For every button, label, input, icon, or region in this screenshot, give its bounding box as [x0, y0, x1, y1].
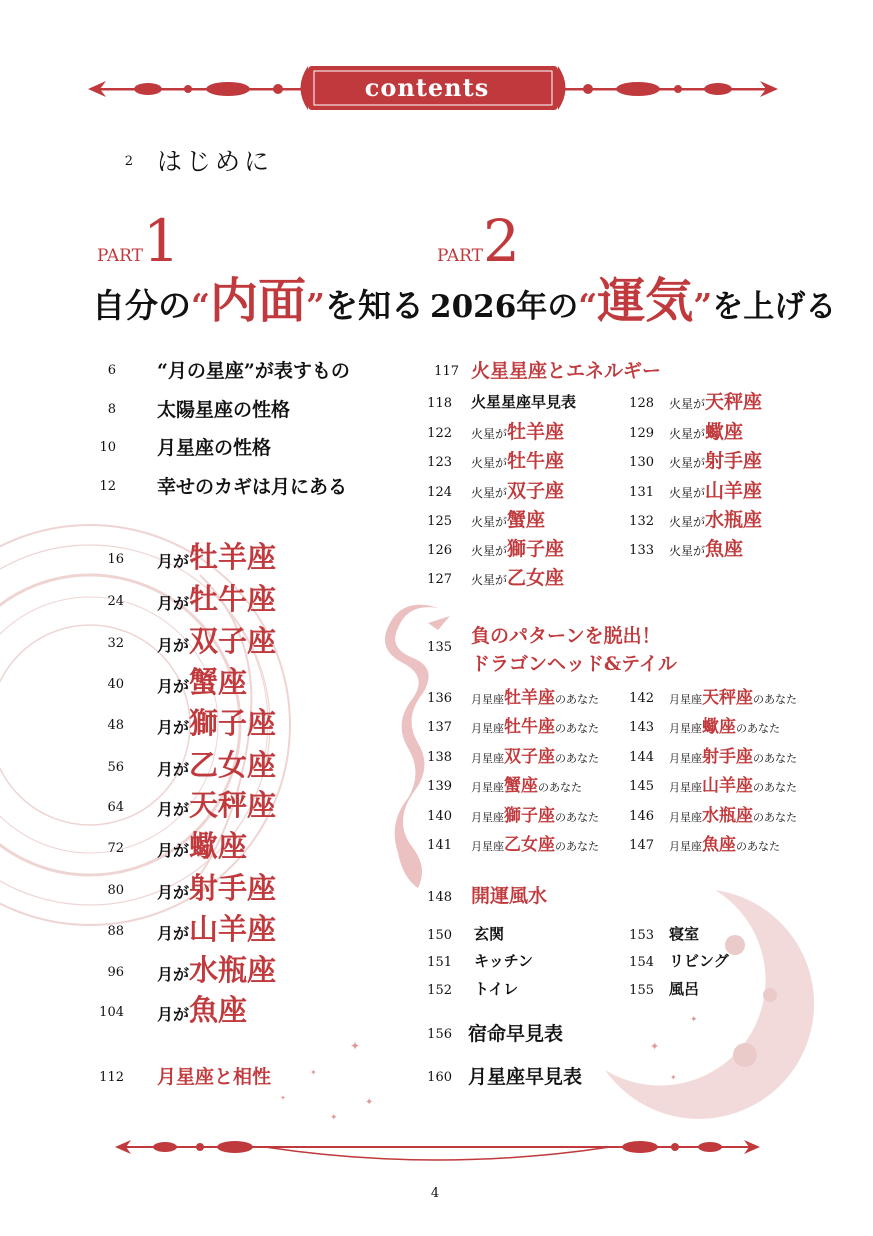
mars-prefix: 火星が — [669, 427, 706, 441]
dragon-suffix: のあなた — [753, 811, 797, 824]
dragon-prefix: 月星座 — [471, 781, 504, 794]
dragon-suffix: のあなた — [736, 722, 780, 735]
dragon-sign-name: 牡牛座 — [504, 717, 555, 737]
part1-word: PART — [97, 246, 143, 266]
entry-page-number: 135 — [427, 640, 452, 655]
moon-prefix: 月が — [157, 718, 190, 737]
entry-page-number: 40 — [107, 677, 124, 692]
part2-word: PART — [437, 246, 483, 266]
dragon-prefix: 月星座 — [471, 840, 504, 853]
entry-page-number: 129 — [629, 426, 654, 441]
dragon-sign-name: 牡羊座 — [504, 688, 555, 708]
mars-heading: 火星星座とエネルギー — [471, 360, 662, 382]
svg-text:✦: ✦ — [690, 1015, 698, 1025]
mars-sign-name: 射手座 — [705, 450, 763, 472]
part1-title — [92, 262, 424, 331]
entry-page-number: 139 — [427, 779, 452, 794]
moon-sign-name: 乙女座 — [189, 748, 277, 782]
dragon-suffix: のあなた — [736, 840, 780, 853]
mars-sign-name: 蟹座 — [507, 509, 546, 531]
entry-page-number: 117 — [434, 364, 459, 379]
dragon-suffix: のあなた — [753, 693, 797, 706]
moon-prefix: 月が — [157, 552, 190, 571]
entry-page-number: 153 — [629, 928, 654, 943]
entry-label: 太陽星座の性格 — [157, 399, 291, 421]
moon-sign-name: 牡牛座 — [189, 582, 277, 616]
moon-prefix: 月が — [157, 760, 190, 779]
entry-page-number: 32 — [107, 636, 124, 651]
dragon-prefix: 月星座 — [471, 811, 504, 824]
entry-page-number: 156 — [427, 1027, 452, 1042]
entry-page-number: 131 — [629, 485, 654, 500]
dragon-suffix: のあなた — [555, 752, 599, 765]
mars-sign-name: 水瓶座 — [705, 509, 763, 531]
moon-sign-name: 獅子座 — [189, 706, 277, 740]
dragon-heading-line2: ドラゴンヘッド&テイル — [471, 653, 677, 675]
moon-sign-name: 双子座 — [189, 624, 277, 658]
entry-page-number: 124 — [427, 485, 452, 500]
fengshui-label: 玄関 — [474, 925, 505, 943]
moon-sign-name: 天秤座 — [189, 788, 277, 822]
mars-prefix: 火星が — [471, 427, 508, 441]
dragon-suffix: のあなた — [555, 811, 599, 824]
entry-page-number: 122 — [427, 426, 452, 441]
entry-page-number: 64 — [107, 800, 124, 815]
entry-label: “月の星座”が表すもの — [157, 360, 350, 382]
part2-digit: 2 — [483, 207, 520, 275]
entry-page-number: 72 — [107, 841, 124, 856]
moon-prefix: 月が — [157, 677, 190, 696]
entry-page-number: 147 — [629, 838, 654, 853]
intro-page-number: 2 — [124, 154, 133, 169]
moon-sign-name: 山羊座 — [189, 912, 277, 946]
dragon-sign-name: 山羊座 — [702, 776, 753, 796]
entry-page-number: 154 — [629, 955, 654, 970]
dragon-sign-name: 天秤座 — [702, 688, 753, 708]
entry-page-number: 88 — [107, 924, 124, 939]
mars-prefix: 火星が — [471, 573, 508, 587]
mars-sign-name: 蠍座 — [705, 421, 744, 443]
dragon-sign-name: 水瓶座 — [702, 806, 753, 826]
entry-page-number: 148 — [427, 890, 452, 905]
entry-page-number: 143 — [629, 720, 654, 735]
entry-page-number: 141 — [427, 838, 452, 853]
moon-table-label: 月星座早見表 — [468, 1066, 583, 1088]
dragon-prefix: 月星座 — [669, 752, 702, 765]
entry-page-number: 128 — [629, 396, 654, 411]
part1-title-keyword: 内面 — [209, 273, 306, 329]
part2-title-pre: 2026年の — [430, 289, 579, 325]
moon-prefix: 月が — [157, 594, 190, 613]
entry-page-number: 80 — [107, 883, 124, 898]
dragon-sign-name: 獅子座 — [504, 806, 555, 826]
entry-page-number: 137 — [427, 720, 452, 735]
fengshui-label: キッチン — [474, 952, 533, 970]
contents-title: contents — [364, 73, 490, 102]
entry-page-number: 48 — [107, 718, 124, 733]
entry-page-number: 6 — [107, 363, 116, 378]
mars-sign-name: 牡羊座 — [507, 421, 565, 443]
svg-text:✦: ✦ — [280, 1094, 286, 1102]
entry-page-number: 125 — [427, 514, 452, 529]
mars-prefix: 火星が — [471, 544, 508, 558]
dragon-prefix: 月星座 — [669, 840, 702, 853]
mars-sign-name: 乙女座 — [507, 567, 565, 589]
entry-page-number: 155 — [629, 983, 654, 998]
entry-page-number: 138 — [427, 750, 452, 765]
entry-page-number: 152 — [427, 983, 452, 998]
moon-sign-name: 射手座 — [189, 871, 277, 905]
svg-text:✦: ✦ — [330, 1113, 338, 1123]
dragon-prefix: 月星座 — [669, 781, 702, 794]
moon-prefix: 月が — [157, 636, 190, 655]
mars-prefix: 火星が — [669, 397, 706, 411]
part2-quote-open: “ — [578, 286, 598, 325]
entry-page-number: 127 — [427, 572, 452, 587]
mars-sign-name: 獅子座 — [507, 538, 565, 560]
moon-sign-name: 水瓶座 — [189, 953, 277, 987]
moon-sign-name: 蠍座 — [189, 829, 248, 863]
dragon-sign-name: 双子座 — [504, 747, 555, 767]
part1-quote-open: “ — [191, 286, 210, 325]
mars-prefix: 火星が — [669, 456, 706, 470]
dragon-suffix: のあなた — [555, 840, 599, 853]
entry-page-number: 145 — [629, 779, 654, 794]
entry-page-number: 130 — [629, 455, 654, 470]
moon-sign-name: 蟹座 — [189, 665, 248, 699]
fengshui-label: トイレ — [474, 980, 519, 998]
moon-prefix: 月が — [157, 924, 190, 943]
entry-page-number: 136 — [427, 691, 452, 706]
dragon-sign-name: 魚座 — [702, 835, 736, 855]
svg-text:✦: ✦ — [650, 1040, 660, 1053]
fengshui-label: リビング — [669, 952, 729, 970]
page-number: 4 — [430, 1186, 440, 1201]
part1-digit: 1 — [143, 207, 180, 275]
entry-page-number: 56 — [107, 760, 124, 775]
dragon-suffix: のあなた — [538, 781, 582, 794]
fengshui-label: 風呂 — [669, 980, 700, 998]
entry-page-number: 8 — [107, 402, 116, 417]
svg-text:✦: ✦ — [310, 1068, 317, 1077]
svg-text:✦: ✦ — [350, 1039, 361, 1053]
part1-title-post: を知る — [324, 286, 424, 325]
dragon-sign-name: 蠍座 — [702, 717, 736, 737]
entry-page-number: 10 — [99, 440, 116, 455]
entry-page-number: 140 — [427, 809, 452, 824]
dragon-suffix: のあなた — [753, 752, 797, 765]
mars-prefix: 火星が — [471, 515, 508, 529]
compat-label: 月星座と相性 — [157, 1066, 272, 1088]
moon-prefix: 月が — [157, 800, 190, 819]
part1-title-pre: 自分の — [92, 286, 191, 325]
dragon-prefix: 月星座 — [669, 811, 702, 824]
dragon-heading-line1: 負のパターンを脱出！ — [471, 625, 661, 647]
moon-sign-name: 牡羊座 — [189, 540, 277, 574]
entry-page-number: 144 — [629, 750, 654, 765]
destiny-label: 宿命早見表 — [468, 1023, 564, 1045]
moon-prefix: 月が — [157, 965, 190, 984]
dragon-suffix: のあなた — [555, 722, 599, 735]
footer-ornament — [115, 1128, 760, 1168]
part2-title — [430, 262, 836, 331]
entry-page-number: 160 — [427, 1070, 452, 1085]
moon-sign-name: 魚座 — [189, 993, 248, 1027]
entry-page-number: 112 — [99, 1070, 124, 1085]
dragon-suffix: のあなた — [555, 693, 599, 706]
fengshui-heading: 開運風水 — [471, 885, 548, 907]
intro-label[interactable]: はじめに — [157, 147, 274, 176]
mars-prefix: 火星が — [471, 456, 508, 470]
dragon-prefix: 月星座 — [471, 693, 504, 706]
entry-page-number: 96 — [107, 965, 124, 980]
dragon-sign-name: 蟹座 — [504, 776, 538, 796]
entry-page-number: 123 — [427, 455, 452, 470]
dragon-prefix: 月星座 — [471, 722, 504, 735]
entry-label: 月星座の性格 — [157, 437, 272, 459]
dragon-prefix: 月星座 — [669, 722, 702, 735]
part2-quote-close: ” — [693, 286, 713, 325]
svg-text:✦: ✦ — [670, 1073, 677, 1082]
part2-title-post: を上げる — [712, 289, 837, 325]
dragon-prefix: 月星座 — [669, 693, 702, 706]
entry-page-number: 12 — [99, 479, 116, 494]
entry-label: 幸せのカギは月にある — [157, 476, 348, 498]
mars-prefix: 火星が — [669, 515, 706, 529]
mars-table-label: 火星星座早見表 — [471, 393, 577, 411]
entry-page-number: 126 — [427, 543, 452, 558]
mars-prefix: 火星が — [669, 544, 706, 558]
dragon-sign-name: 射手座 — [702, 747, 753, 767]
moon-prefix: 月が — [157, 1005, 190, 1024]
entry-page-number: 104 — [99, 1005, 124, 1020]
part2-title-keyword: 運気 — [597, 273, 694, 329]
entry-page-number: 142 — [629, 691, 654, 706]
svg-text:✦: ✦ — [365, 1097, 374, 1108]
entry-page-number: 16 — [107, 552, 124, 567]
fengshui-label: 寝室 — [669, 925, 700, 943]
mars-sign-name: 牡牛座 — [507, 450, 565, 472]
entry-page-number: 118 — [427, 396, 452, 411]
mars-prefix: 火星が — [471, 486, 508, 500]
entry-page-number: 133 — [629, 543, 654, 558]
mars-sign-name: 山羊座 — [705, 480, 763, 502]
part1-quote-close: ” — [306, 286, 325, 325]
moon-prefix: 月が — [157, 841, 190, 860]
entry-page-number: 146 — [629, 809, 654, 824]
moon-prefix: 月が — [157, 883, 190, 902]
mars-sign-name: 双子座 — [507, 480, 565, 502]
dragon-sign-name: 乙女座 — [504, 835, 555, 855]
mars-sign-name: 天秤座 — [705, 391, 763, 413]
entry-page-number: 24 — [107, 594, 124, 609]
dragon-suffix: のあなた — [753, 781, 797, 794]
entry-page-number: 150 — [427, 928, 452, 943]
entry-page-number: 132 — [629, 514, 654, 529]
dragon-prefix: 月星座 — [471, 752, 504, 765]
mars-prefix: 火星が — [669, 486, 706, 500]
entry-page-number: 151 — [427, 955, 452, 970]
mars-sign-name: 魚座 — [705, 538, 744, 560]
